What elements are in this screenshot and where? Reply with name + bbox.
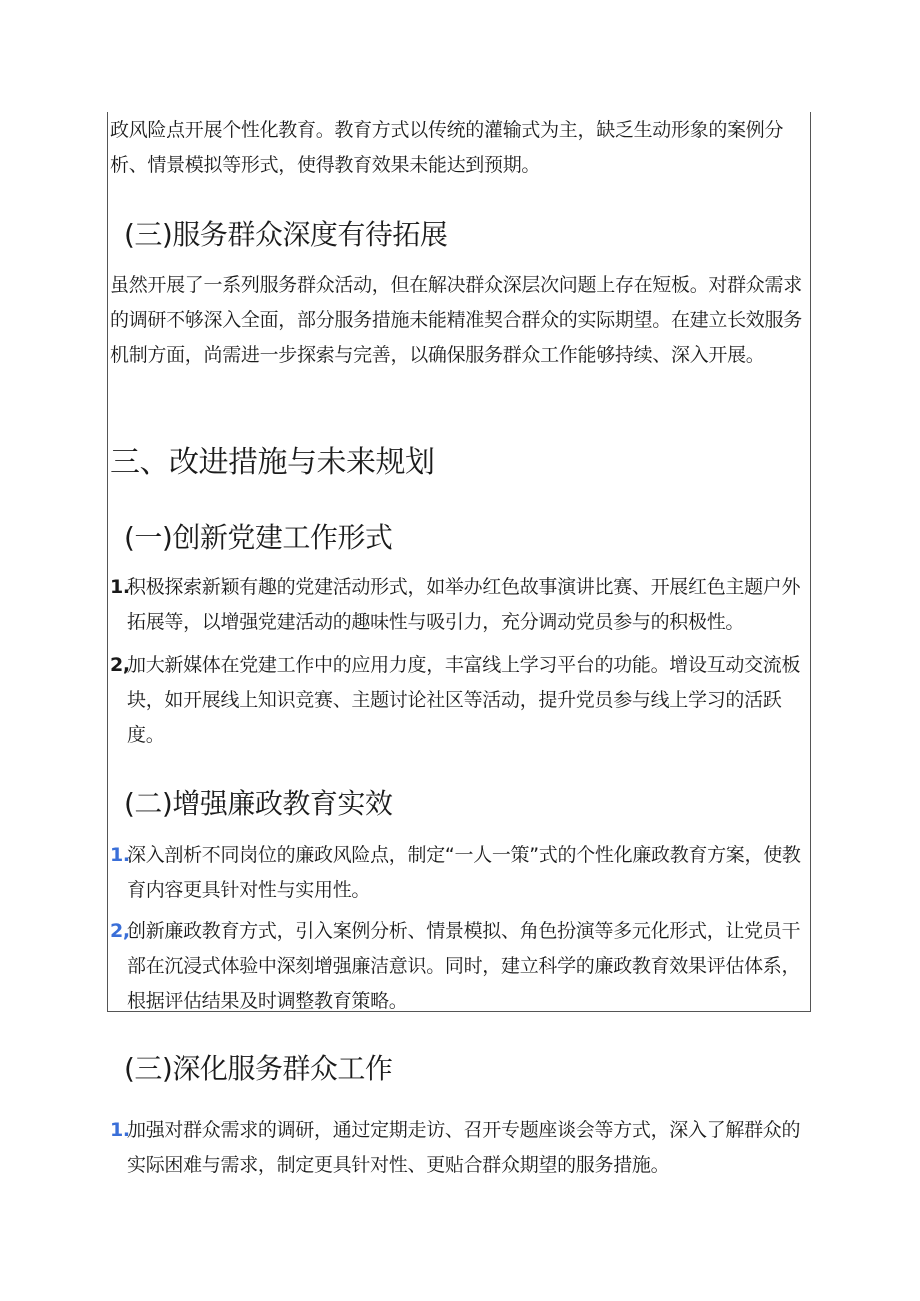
- intro-paragraph: 政风险点开展个性化教育。教育方式以传统的灌输式为主，缺乏生动形象的案例分析、情景模拟等形式，使得教育效果未能达到预期。: [110, 119, 784, 176]
- list-item-text: 加强对群众需求的调研，通过定期走访、召开专题座谈会等方式，深入了解群众的实际困难与需求，制定更具针对性、更贴合群众期望的服务措施。: [127, 1119, 801, 1176]
- sub2-item-2: [110, 914, 813, 1019]
- sub1-item-2: [110, 648, 813, 753]
- list-item-text: 加大新媒体在党建工作中的应用力度，丰富线上学习平台的功能。增设互动交流板块，如开展线上知识竞赛、主题讨论社区等活动，提升党员参与线上学习的活跃度。: [127, 654, 801, 746]
- list-item-text: 创新廉政教育方式，引入案例分析、情景模拟、角色扮演等多元化形式，让党员干部在沉浸式体验中深刻增强廉洁意识。同时，建立科学的廉政教育效果评估体系，根据评估结果及时调整教育策略。: [127, 920, 801, 1012]
- list-number: 2,: [110, 920, 130, 942]
- list-item-text: 深入剖析不同岗位的廉政风险点，制定“一人一策”式的个性化廉政教育方案，使教育内容更具针对性与实用性。: [127, 844, 801, 901]
- sub1-title: (一)创新党建工作形式: [124, 521, 393, 554]
- list-number: 2,: [110, 654, 130, 676]
- list-number: 1.: [110, 844, 130, 866]
- sub2-title: (二)增强廉政教育实效: [124, 787, 393, 820]
- sub2-item-1: [110, 838, 813, 908]
- sub3-title: (三)深化服务群众工作: [124, 1052, 393, 1085]
- list-number: 1.: [110, 576, 130, 598]
- part3-title: 三、改进措施与未来规划: [110, 445, 435, 480]
- sub1-item-1: [110, 570, 813, 640]
- sub3-item-1: [110, 1113, 813, 1183]
- section-title-service-depth: (三)服务群众深度有待拓展: [124, 218, 448, 251]
- list-item-text: 积极探索新颖有趣的党建活动形式，如举办红色故事演讲比赛、开展红色主题户外拓展等，以增强党建活动的趣味性与吸引力，充分调动党员参与的积极性。: [127, 576, 801, 633]
- list-number: 1.: [110, 1119, 130, 1141]
- service-depth-paragraph: 虽然开展了一系列服务群众活动，但在解决群众深层次问题上存在短板。对群众需求的调研不够深入全面，部分服务措施未能精准契合群众的实际期望。在建立长效服务机制方面，尚需进一步探索与完善，以确保服务群众工作能够持续、深入开展。: [110, 274, 802, 366]
